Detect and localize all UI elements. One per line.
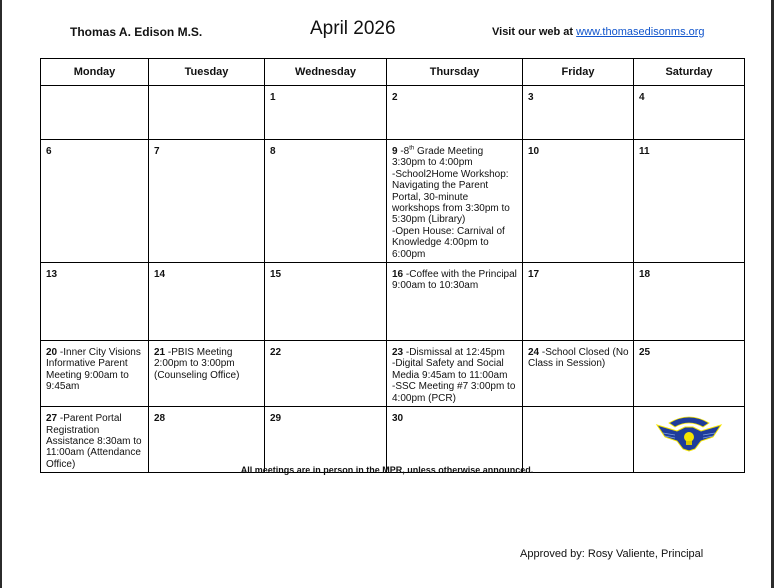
day-number: 23 bbox=[392, 347, 404, 359]
event-text: -8th Grade Meeting 3:30pm to 4:00pm bbox=[392, 145, 484, 169]
day-cell bbox=[41, 86, 149, 140]
header-tuesday: Tuesday bbox=[149, 59, 265, 86]
month-title: April 2026 bbox=[310, 18, 396, 39]
day-number: 7 bbox=[154, 146, 160, 157]
day-cell bbox=[387, 86, 523, 140]
day-number: 24 bbox=[528, 347, 540, 359]
day-cell-empty bbox=[523, 407, 634, 473]
day-number: 10 bbox=[528, 146, 540, 157]
day-number: 25 bbox=[639, 347, 651, 359]
day-cell bbox=[265, 341, 387, 407]
day-number: 22 bbox=[270, 347, 282, 359]
week-row-4 bbox=[41, 341, 745, 407]
website-line bbox=[492, 26, 705, 38]
event-text: -Parent Portal Registration Assistance 8:30am to 11:00am (Attendance Office) bbox=[46, 413, 142, 470]
weekday-header-row bbox=[41, 59, 745, 86]
day-cell bbox=[149, 407, 265, 473]
day-cell bbox=[523, 140, 634, 263]
day-cell-events bbox=[149, 341, 265, 407]
day-number: 3 bbox=[528, 92, 534, 103]
day-number: 17 bbox=[528, 269, 540, 281]
school-name: Thomas A. Edison M.S. bbox=[70, 25, 203, 39]
header-friday: Friday bbox=[523, 59, 634, 86]
day-number: 18 bbox=[639, 269, 651, 281]
day-number: 28 bbox=[154, 413, 166, 425]
header-saturday: Saturday bbox=[634, 59, 745, 86]
day-cell-events bbox=[41, 407, 149, 473]
event-text: -Inner City Visions Informative Parent Meeting 9:00am to 9:45am bbox=[46, 347, 141, 393]
event-text: -PBIS Meeting 2:00pm to 3:00pm (Counseling Office) bbox=[154, 347, 240, 381]
day-number: 27 bbox=[46, 413, 58, 425]
event-text: -School2Home Workshop: Navigating the Parent Portal, 30-minute workshops from 3:30pm to 5:30pm (Library) bbox=[392, 168, 510, 226]
day-cell bbox=[41, 263, 149, 341]
day-number: 11 bbox=[639, 146, 650, 157]
day-number: 4 bbox=[639, 92, 645, 103]
day-cell bbox=[634, 140, 745, 263]
day-cell bbox=[634, 86, 745, 140]
day-number: 15 bbox=[270, 269, 282, 281]
header-thursday: Thursday bbox=[387, 59, 523, 86]
event-text: -Open House: Carnival of Knowledge 4:00pm to 6:00pm bbox=[392, 225, 505, 260]
school-eagle-logo-icon bbox=[655, 413, 723, 455]
day-cell bbox=[634, 263, 745, 341]
event-text: -SSC Meeting #7 3:00pm to 4:00pm (PCR) bbox=[392, 381, 516, 404]
day-number: 21 bbox=[154, 347, 166, 359]
calendar-grid bbox=[40, 58, 745, 473]
event-text: -School Closed (No Class in Session) bbox=[528, 347, 629, 370]
day-cell bbox=[387, 407, 523, 473]
day-cell bbox=[149, 86, 265, 140]
day-number: 30 bbox=[392, 413, 404, 425]
day-cell-events bbox=[387, 140, 523, 263]
week-row-2 bbox=[41, 140, 745, 263]
day-cell-events bbox=[387, 263, 523, 341]
window-edge-left bbox=[0, 0, 2, 588]
day-cell bbox=[265, 140, 387, 263]
day-number: 2 bbox=[392, 92, 398, 103]
approved-by: Approved by: Rosy Valiente, Principal bbox=[520, 548, 704, 560]
week-row-1 bbox=[41, 86, 745, 140]
day-number: 13 bbox=[46, 269, 58, 281]
week-row-3 bbox=[41, 263, 745, 341]
day-cell-events bbox=[523, 341, 634, 407]
day-cell bbox=[41, 140, 149, 263]
day-cell bbox=[523, 86, 634, 140]
week-row-5 bbox=[41, 407, 745, 473]
logo-cell bbox=[634, 407, 745, 473]
day-cell-events bbox=[387, 341, 523, 407]
event-text: -Dismissal at 12:45pm bbox=[405, 347, 505, 359]
visit-prefix: Visit our web at bbox=[492, 26, 577, 38]
day-number: 29 bbox=[270, 413, 282, 425]
day-cell bbox=[149, 140, 265, 263]
day-number: 8 bbox=[270, 146, 276, 157]
day-number: 6 bbox=[46, 146, 52, 157]
day-number: 20 bbox=[46, 347, 58, 359]
day-number: 9 bbox=[392, 146, 398, 157]
day-cell bbox=[634, 341, 745, 407]
day-cell bbox=[265, 263, 387, 341]
day-cell bbox=[265, 86, 387, 140]
day-cell bbox=[265, 407, 387, 473]
day-number: 1 bbox=[270, 92, 276, 103]
day-cell bbox=[523, 263, 634, 341]
header-monday: Monday bbox=[41, 59, 149, 86]
event-text: -Digital Safety and Social Media 9:45am to 11:00am bbox=[392, 358, 508, 381]
meetings-note: All meetings are in person in the MPR, unless otherwise announced. bbox=[240, 465, 534, 475]
day-number: 16 bbox=[392, 269, 404, 281]
day-cell bbox=[149, 263, 265, 341]
day-number: 14 bbox=[154, 269, 166, 281]
header-wednesday: Wednesday bbox=[265, 59, 387, 86]
event-text: -Coffee with the Principal 9:00am to 10:30am bbox=[392, 269, 517, 292]
website-link[interactable]: www.thomasedisonms.org bbox=[576, 26, 705, 38]
day-cell-events bbox=[41, 341, 149, 407]
